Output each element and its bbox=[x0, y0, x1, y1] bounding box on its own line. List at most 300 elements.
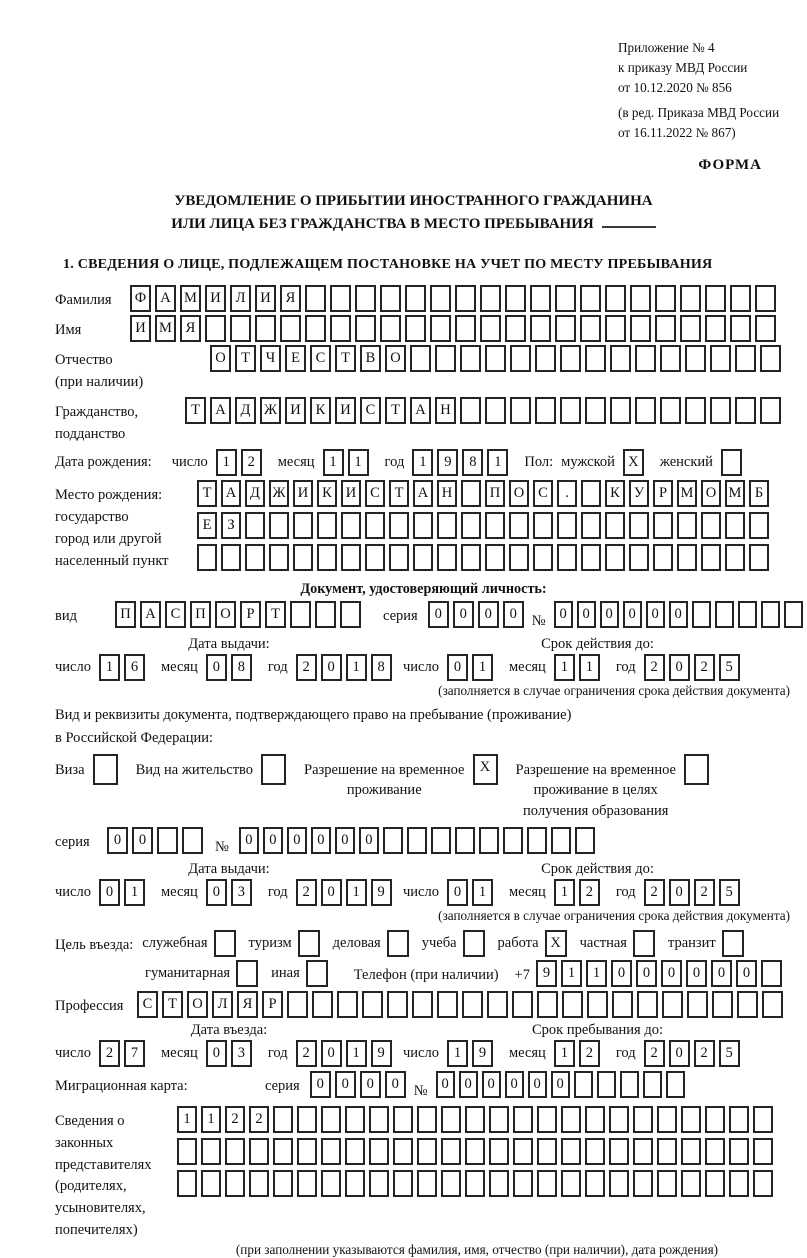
char-cell[interactable] bbox=[489, 1106, 509, 1133]
char-cell[interactable] bbox=[389, 544, 409, 571]
char-cell[interactable]: 1 bbox=[561, 960, 582, 987]
char-cell[interactable]: П bbox=[190, 601, 211, 628]
char-cell[interactable] bbox=[609, 1170, 629, 1197]
char-cell[interactable]: 5 bbox=[719, 654, 740, 681]
char-cell[interactable] bbox=[479, 827, 499, 854]
char-cell[interactable] bbox=[643, 1071, 662, 1098]
char-cell[interactable]: Е bbox=[197, 512, 217, 539]
char-cell[interactable] bbox=[533, 512, 553, 539]
char-cell[interactable] bbox=[610, 345, 631, 372]
char-cell[interactable]: Р bbox=[240, 601, 261, 628]
char-cell[interactable] bbox=[705, 1138, 725, 1165]
char-cell[interactable] bbox=[321, 1106, 341, 1133]
char-cell[interactable]: С bbox=[165, 601, 186, 628]
char-cell[interactable] bbox=[610, 397, 631, 424]
char-cell[interactable]: Т bbox=[235, 345, 256, 372]
char-cell[interactable] bbox=[533, 544, 553, 571]
char-cell[interactable] bbox=[749, 512, 769, 539]
char-cell[interactable] bbox=[201, 1138, 221, 1165]
char-cell[interactable]: 0 bbox=[321, 1040, 342, 1067]
char-cell[interactable] bbox=[705, 1106, 725, 1133]
char-cell[interactable]: 2 bbox=[579, 1040, 600, 1067]
char-cell[interactable]: 0 bbox=[447, 879, 468, 906]
char-cell[interactable] bbox=[317, 544, 337, 571]
char-cell[interactable] bbox=[680, 315, 701, 342]
char-cell[interactable] bbox=[465, 1106, 485, 1133]
char-cell[interactable]: Б bbox=[749, 480, 769, 507]
char-cell[interactable] bbox=[355, 285, 376, 312]
char-cell[interactable] bbox=[485, 345, 506, 372]
char-cell[interactable]: 0 bbox=[505, 1071, 524, 1098]
char-cell[interactable] bbox=[692, 601, 711, 628]
char-cell[interactable]: А bbox=[155, 285, 176, 312]
char-cell[interactable] bbox=[273, 1170, 293, 1197]
char-cell[interactable] bbox=[557, 512, 577, 539]
char-cell[interactable]: И bbox=[293, 480, 313, 507]
char-cell[interactable] bbox=[455, 827, 475, 854]
char-cell[interactable]: 0 bbox=[646, 601, 665, 628]
char-cell[interactable] bbox=[585, 345, 606, 372]
char-cell[interactable]: П bbox=[485, 480, 505, 507]
char-cell[interactable]: 2 bbox=[694, 654, 715, 681]
char-cell[interactable]: 2 bbox=[579, 879, 600, 906]
char-cell[interactable] bbox=[537, 991, 558, 1018]
char-cell[interactable]: 3 bbox=[231, 1040, 252, 1067]
char-cell[interactable]: З bbox=[221, 512, 241, 539]
char-cell[interactable] bbox=[321, 1138, 341, 1165]
char-cell[interactable]: 2 bbox=[241, 449, 262, 476]
char-cell[interactable] bbox=[687, 991, 708, 1018]
char-cell[interactable] bbox=[306, 960, 328, 987]
char-cell[interactable] bbox=[537, 1170, 557, 1197]
char-cell[interactable] bbox=[560, 397, 581, 424]
char-cell[interactable]: 0 bbox=[482, 1071, 501, 1098]
char-cell[interactable] bbox=[345, 1138, 365, 1165]
char-cell[interactable] bbox=[557, 544, 577, 571]
char-cell[interactable] bbox=[513, 1170, 533, 1197]
char-cell[interactable] bbox=[735, 345, 756, 372]
char-cell[interactable]: 0 bbox=[385, 1071, 406, 1098]
char-cell[interactable]: О bbox=[215, 601, 236, 628]
char-cell[interactable] bbox=[441, 1170, 461, 1197]
char-cell[interactable] bbox=[413, 512, 433, 539]
char-cell[interactable]: 2 bbox=[296, 654, 317, 681]
char-cell[interactable]: 5 bbox=[719, 1040, 740, 1067]
char-cell[interactable]: 1 bbox=[201, 1106, 221, 1133]
char-cell[interactable] bbox=[489, 1138, 509, 1165]
char-cell[interactable]: 1 bbox=[99, 654, 120, 681]
char-cell[interactable] bbox=[435, 345, 456, 372]
char-cell[interactable]: 0 bbox=[686, 960, 707, 987]
char-cell[interactable] bbox=[407, 827, 427, 854]
char-cell[interactable]: 9 bbox=[437, 449, 458, 476]
char-cell[interactable] bbox=[722, 930, 744, 957]
char-cell[interactable] bbox=[330, 315, 351, 342]
char-cell[interactable] bbox=[701, 512, 721, 539]
char-cell[interactable] bbox=[462, 991, 483, 1018]
char-cell[interactable] bbox=[255, 315, 276, 342]
char-cell[interactable]: 9 bbox=[371, 879, 392, 906]
char-cell[interactable]: 1 bbox=[412, 449, 433, 476]
char-cell[interactable] bbox=[441, 1106, 461, 1133]
char-cell[interactable]: 0 bbox=[428, 601, 449, 628]
char-cell[interactable]: Ф bbox=[130, 285, 151, 312]
char-cell[interactable]: 2 bbox=[249, 1106, 269, 1133]
char-cell[interactable] bbox=[735, 397, 756, 424]
char-cell[interactable]: 0 bbox=[736, 960, 757, 987]
char-cell[interactable] bbox=[710, 397, 731, 424]
char-cell[interactable]: О bbox=[509, 480, 529, 507]
char-cell[interactable]: И bbox=[205, 285, 226, 312]
char-cell[interactable] bbox=[317, 512, 337, 539]
char-cell[interactable]: 0 bbox=[636, 960, 657, 987]
char-cell[interactable] bbox=[677, 512, 697, 539]
char-cell[interactable]: Н bbox=[435, 397, 456, 424]
char-cell[interactable] bbox=[730, 315, 751, 342]
char-cell[interactable]: 0 bbox=[478, 601, 499, 628]
char-cell[interactable]: А bbox=[410, 397, 431, 424]
char-cell[interactable] bbox=[605, 315, 626, 342]
char-cell[interactable]: Ч bbox=[260, 345, 281, 372]
char-cell[interactable]: 2 bbox=[644, 879, 665, 906]
char-cell[interactable] bbox=[784, 601, 803, 628]
char-cell[interactable] bbox=[509, 512, 529, 539]
char-cell[interactable]: 1 bbox=[216, 449, 237, 476]
char-cell[interactable] bbox=[635, 345, 656, 372]
char-cell[interactable] bbox=[362, 991, 383, 1018]
char-cell[interactable] bbox=[393, 1106, 413, 1133]
char-cell[interactable]: Р bbox=[653, 480, 673, 507]
char-cell[interactable] bbox=[760, 345, 781, 372]
char-cell[interactable] bbox=[387, 991, 408, 1018]
char-cell[interactable] bbox=[637, 991, 658, 1018]
char-cell[interactable]: 0 bbox=[436, 1071, 455, 1098]
char-cell[interactable] bbox=[585, 1138, 605, 1165]
char-cell[interactable] bbox=[505, 315, 526, 342]
char-cell[interactable]: 1 bbox=[348, 449, 369, 476]
char-cell[interactable]: 1 bbox=[554, 654, 575, 681]
char-cell[interactable]: 0 bbox=[669, 654, 690, 681]
char-cell[interactable] bbox=[655, 315, 676, 342]
char-cell[interactable] bbox=[297, 1170, 317, 1197]
char-cell[interactable] bbox=[530, 315, 551, 342]
char-cell[interactable] bbox=[620, 1071, 639, 1098]
char-cell[interactable] bbox=[177, 1138, 197, 1165]
char-cell[interactable]: Л bbox=[230, 285, 251, 312]
char-cell[interactable]: 3 bbox=[231, 879, 252, 906]
char-cell[interactable]: М bbox=[677, 480, 697, 507]
char-cell[interactable]: Т bbox=[197, 480, 217, 507]
char-cell[interactable] bbox=[345, 1106, 365, 1133]
char-cell[interactable]: И bbox=[335, 397, 356, 424]
char-cell[interactable]: С bbox=[533, 480, 553, 507]
char-cell[interactable]: И bbox=[255, 285, 276, 312]
char-cell[interactable] bbox=[341, 544, 361, 571]
char-cell[interactable] bbox=[455, 315, 476, 342]
char-cell[interactable] bbox=[297, 1138, 317, 1165]
char-cell[interactable] bbox=[269, 544, 289, 571]
char-cell[interactable]: 1 bbox=[346, 1040, 367, 1067]
char-cell[interactable] bbox=[662, 991, 683, 1018]
char-cell[interactable] bbox=[341, 512, 361, 539]
char-cell[interactable]: 0 bbox=[669, 1040, 690, 1067]
char-cell[interactable] bbox=[387, 930, 409, 957]
char-cell[interactable] bbox=[725, 512, 745, 539]
char-cell[interactable] bbox=[537, 1106, 557, 1133]
char-cell[interactable] bbox=[93, 754, 118, 785]
char-cell[interactable]: Я bbox=[180, 315, 201, 342]
char-cell[interactable] bbox=[581, 512, 601, 539]
char-cell[interactable]: 0 bbox=[206, 654, 227, 681]
char-cell[interactable] bbox=[205, 315, 226, 342]
char-cell[interactable] bbox=[633, 1106, 653, 1133]
char-cell[interactable] bbox=[530, 285, 551, 312]
char-cell[interactable] bbox=[677, 544, 697, 571]
char-cell[interactable]: М bbox=[180, 285, 201, 312]
char-cell[interactable] bbox=[369, 1106, 389, 1133]
char-cell[interactable]: К bbox=[605, 480, 625, 507]
char-cell[interactable]: 1 bbox=[554, 1040, 575, 1067]
char-cell[interactable] bbox=[249, 1138, 269, 1165]
char-cell[interactable]: 0 bbox=[206, 1040, 227, 1067]
char-cell[interactable] bbox=[760, 397, 781, 424]
char-cell[interactable] bbox=[273, 1106, 293, 1133]
char-cell[interactable] bbox=[312, 991, 333, 1018]
char-cell[interactable] bbox=[513, 1106, 533, 1133]
char-cell[interactable] bbox=[485, 544, 505, 571]
char-cell[interactable]: 0 bbox=[669, 601, 688, 628]
char-cell[interactable] bbox=[315, 601, 336, 628]
char-cell[interactable] bbox=[561, 1138, 581, 1165]
char-cell[interactable]: 0 bbox=[661, 960, 682, 987]
char-cell[interactable]: 0 bbox=[321, 654, 342, 681]
char-cell[interactable]: 0 bbox=[335, 827, 355, 854]
char-cell[interactable] bbox=[762, 991, 783, 1018]
char-cell[interactable] bbox=[581, 544, 601, 571]
char-cell[interactable]: . bbox=[557, 480, 577, 507]
char-cell[interactable] bbox=[298, 930, 320, 957]
char-cell[interactable] bbox=[417, 1138, 437, 1165]
char-cell[interactable] bbox=[609, 1138, 629, 1165]
char-cell[interactable] bbox=[633, 930, 655, 957]
char-cell[interactable] bbox=[721, 449, 742, 476]
char-cell[interactable]: Д bbox=[245, 480, 265, 507]
char-cell[interactable] bbox=[630, 315, 651, 342]
char-cell[interactable]: 1 bbox=[177, 1106, 197, 1133]
char-cell[interactable] bbox=[660, 345, 681, 372]
char-cell[interactable]: 1 bbox=[472, 879, 493, 906]
char-cell[interactable] bbox=[157, 827, 178, 854]
char-cell[interactable]: Т bbox=[162, 991, 183, 1018]
char-cell[interactable]: 1 bbox=[579, 654, 600, 681]
char-cell[interactable] bbox=[605, 544, 625, 571]
char-cell[interactable]: 2 bbox=[296, 1040, 317, 1067]
char-cell[interactable] bbox=[597, 1071, 616, 1098]
char-cell[interactable] bbox=[512, 991, 533, 1018]
char-cell[interactable] bbox=[635, 397, 656, 424]
char-cell[interactable]: А bbox=[413, 480, 433, 507]
char-cell[interactable] bbox=[684, 754, 709, 785]
char-cell[interactable]: 1 bbox=[124, 879, 145, 906]
char-cell[interactable]: О bbox=[385, 345, 406, 372]
char-cell[interactable] bbox=[510, 397, 531, 424]
char-cell[interactable]: 0 bbox=[551, 1071, 570, 1098]
char-cell[interactable] bbox=[489, 1170, 509, 1197]
char-cell[interactable]: 0 bbox=[611, 960, 632, 987]
char-cell[interactable] bbox=[365, 512, 385, 539]
char-cell[interactable] bbox=[249, 1170, 269, 1197]
char-cell[interactable] bbox=[487, 991, 508, 1018]
char-cell[interactable]: М bbox=[155, 315, 176, 342]
char-cell[interactable] bbox=[221, 544, 241, 571]
char-cell[interactable] bbox=[729, 1106, 749, 1133]
char-cell[interactable] bbox=[393, 1170, 413, 1197]
char-cell[interactable]: 2 bbox=[225, 1106, 245, 1133]
char-cell[interactable] bbox=[380, 285, 401, 312]
char-cell[interactable] bbox=[535, 345, 556, 372]
char-cell[interactable] bbox=[537, 1138, 557, 1165]
char-cell[interactable] bbox=[431, 827, 451, 854]
char-cell[interactable]: А bbox=[140, 601, 161, 628]
char-cell[interactable]: 0 bbox=[711, 960, 732, 987]
char-cell[interactable]: 0 bbox=[310, 1071, 331, 1098]
char-cell[interactable] bbox=[485, 512, 505, 539]
char-cell[interactable]: 1 bbox=[586, 960, 607, 987]
char-cell[interactable]: А bbox=[221, 480, 241, 507]
char-cell[interactable] bbox=[555, 315, 576, 342]
char-cell[interactable]: П bbox=[115, 601, 136, 628]
char-cell[interactable] bbox=[605, 285, 626, 312]
char-cell[interactable]: 0 bbox=[287, 827, 307, 854]
char-cell[interactable] bbox=[755, 315, 776, 342]
char-cell[interactable] bbox=[561, 1106, 581, 1133]
char-cell[interactable] bbox=[413, 544, 433, 571]
char-cell[interactable]: 2 bbox=[644, 1040, 665, 1067]
char-cell[interactable]: 1 bbox=[346, 879, 367, 906]
char-cell[interactable]: 0 bbox=[321, 879, 342, 906]
char-cell[interactable]: 0 bbox=[453, 601, 474, 628]
char-cell[interactable] bbox=[701, 544, 721, 571]
char-cell[interactable] bbox=[355, 315, 376, 342]
char-cell[interactable] bbox=[681, 1106, 701, 1133]
char-cell[interactable]: И bbox=[285, 397, 306, 424]
char-cell[interactable] bbox=[455, 285, 476, 312]
char-cell[interactable]: 1 bbox=[447, 1040, 468, 1067]
char-cell[interactable] bbox=[513, 1138, 533, 1165]
char-cell[interactable] bbox=[753, 1106, 773, 1133]
char-cell[interactable] bbox=[738, 601, 757, 628]
char-cell[interactable] bbox=[337, 991, 358, 1018]
char-cell[interactable]: 9 bbox=[536, 960, 557, 987]
char-cell[interactable] bbox=[680, 285, 701, 312]
char-cell[interactable] bbox=[749, 544, 769, 571]
char-cell[interactable]: 0 bbox=[359, 827, 379, 854]
char-cell[interactable] bbox=[463, 930, 485, 957]
char-cell[interactable] bbox=[585, 1170, 605, 1197]
char-cell[interactable] bbox=[560, 345, 581, 372]
char-cell[interactable] bbox=[633, 1138, 653, 1165]
char-cell[interactable]: Д bbox=[235, 397, 256, 424]
char-cell[interactable] bbox=[380, 315, 401, 342]
char-cell[interactable]: 2 bbox=[99, 1040, 120, 1067]
char-cell[interactable] bbox=[405, 315, 426, 342]
char-cell[interactable] bbox=[725, 544, 745, 571]
char-cell[interactable]: 1 bbox=[346, 654, 367, 681]
char-cell[interactable] bbox=[581, 480, 601, 507]
char-cell[interactable] bbox=[657, 1170, 677, 1197]
char-cell[interactable]: Я bbox=[280, 285, 301, 312]
char-cell[interactable] bbox=[562, 991, 583, 1018]
char-cell[interactable] bbox=[485, 397, 506, 424]
char-cell[interactable] bbox=[280, 315, 301, 342]
char-cell[interactable] bbox=[753, 1170, 773, 1197]
char-cell[interactable]: О bbox=[210, 345, 231, 372]
char-cell[interactable] bbox=[437, 991, 458, 1018]
char-cell[interactable] bbox=[653, 544, 673, 571]
char-cell[interactable] bbox=[705, 315, 726, 342]
char-cell[interactable] bbox=[705, 285, 726, 312]
char-cell[interactable] bbox=[630, 285, 651, 312]
char-cell[interactable] bbox=[465, 1170, 485, 1197]
char-cell[interactable]: 0 bbox=[447, 654, 468, 681]
char-cell[interactable] bbox=[666, 1071, 685, 1098]
char-cell[interactable] bbox=[412, 991, 433, 1018]
char-cell[interactable]: Ж bbox=[260, 397, 281, 424]
char-cell[interactable] bbox=[383, 827, 403, 854]
char-cell[interactable] bbox=[527, 827, 547, 854]
char-cell[interactable]: Т bbox=[385, 397, 406, 424]
char-cell[interactable] bbox=[737, 991, 758, 1018]
char-cell[interactable] bbox=[369, 1170, 389, 1197]
char-cell[interactable] bbox=[197, 544, 217, 571]
char-cell[interactable] bbox=[287, 991, 308, 1018]
char-cell[interactable]: Т bbox=[265, 601, 286, 628]
char-cell[interactable]: С bbox=[365, 480, 385, 507]
char-cell[interactable]: И bbox=[341, 480, 361, 507]
char-cell[interactable]: С bbox=[360, 397, 381, 424]
char-cell[interactable] bbox=[321, 1170, 341, 1197]
char-cell[interactable] bbox=[551, 827, 571, 854]
char-cell[interactable] bbox=[230, 315, 251, 342]
char-cell[interactable]: Т bbox=[335, 345, 356, 372]
char-cell[interactable] bbox=[755, 285, 776, 312]
char-cell[interactable]: 0 bbox=[554, 601, 573, 628]
char-cell[interactable]: С bbox=[137, 991, 158, 1018]
char-cell[interactable] bbox=[510, 345, 531, 372]
char-cell[interactable]: 0 bbox=[335, 1071, 356, 1098]
char-cell[interactable]: 8 bbox=[371, 654, 392, 681]
char-cell[interactable] bbox=[340, 601, 361, 628]
char-cell[interactable] bbox=[609, 1106, 629, 1133]
char-cell[interactable] bbox=[460, 397, 481, 424]
char-cell[interactable]: 0 bbox=[360, 1071, 381, 1098]
char-cell[interactable] bbox=[580, 285, 601, 312]
char-cell[interactable] bbox=[460, 345, 481, 372]
char-cell[interactable]: 0 bbox=[132, 827, 153, 854]
char-cell[interactable]: Т bbox=[389, 480, 409, 507]
char-cell[interactable] bbox=[245, 512, 265, 539]
char-cell[interactable]: X bbox=[473, 754, 498, 785]
char-cell[interactable]: 2 bbox=[296, 879, 317, 906]
char-cell[interactable] bbox=[305, 285, 326, 312]
char-cell[interactable] bbox=[580, 315, 601, 342]
char-cell[interactable] bbox=[585, 1106, 605, 1133]
char-cell[interactable]: Т bbox=[185, 397, 206, 424]
char-cell[interactable] bbox=[729, 1138, 749, 1165]
char-cell[interactable]: 1 bbox=[472, 654, 493, 681]
char-cell[interactable] bbox=[710, 345, 731, 372]
char-cell[interactable] bbox=[365, 544, 385, 571]
